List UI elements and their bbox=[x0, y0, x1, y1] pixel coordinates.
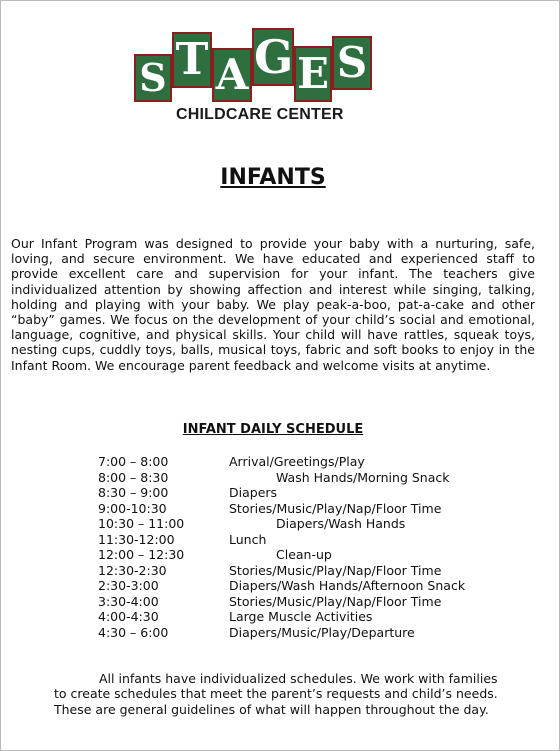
schedule-activity: Diapers/Wash Hands bbox=[276, 516, 406, 531]
schedule-row bbox=[98, 485, 538, 501]
schedule-row bbox=[98, 594, 538, 610]
logo-tile-1: S bbox=[134, 54, 172, 102]
schedule-activity: Large Muscle Activities bbox=[229, 609, 373, 624]
schedule-time: 8:30 – 9:00 bbox=[98, 485, 169, 500]
logo-tile-3: A bbox=[212, 48, 252, 102]
page-title: INFANTS bbox=[220, 165, 326, 190]
closing-line: These are general guidelines of what will happen throughout the day. bbox=[54, 701, 489, 717]
schedule-activity: Lunch bbox=[229, 531, 267, 547]
schedule-row bbox=[98, 470, 538, 486]
logo-tile-6: S bbox=[332, 36, 372, 90]
closing-paragraph bbox=[54, 671, 534, 717]
schedule-time: 7:00 – 8:00 bbox=[98, 454, 169, 469]
closing-line: to create schedules that meet the parent’s requests and child’s needs. bbox=[54, 686, 498, 702]
schedule-activity: Stories/Music/Play/Nap/Floor Time bbox=[229, 500, 442, 516]
schedule-title: INFANT DAILY SCHEDULE bbox=[182, 422, 364, 437]
schedule-row bbox=[98, 454, 538, 470]
schedule-time: 4:30 – 6:00 bbox=[98, 624, 169, 640]
schedule-row bbox=[98, 625, 538, 641]
schedule-row bbox=[98, 547, 538, 563]
schedule-row bbox=[98, 516, 538, 532]
schedule-activity: Clean-up bbox=[276, 547, 332, 562]
schedule-row bbox=[98, 501, 538, 517]
logo-letter-tiles bbox=[134, 26, 372, 106]
schedule-time: 8:00 – 8:30 bbox=[98, 469, 169, 485]
stages-logo bbox=[134, 26, 372, 130]
schedule-time: 2:30-3:00 bbox=[98, 578, 159, 593]
logo-tile-2: T bbox=[172, 32, 212, 88]
schedule-activity: Diapers/Music/Play/Departure bbox=[229, 624, 415, 640]
schedule-time: 11:30-12:00 bbox=[98, 531, 175, 547]
schedule-activity: Diapers bbox=[229, 485, 278, 500]
schedule-row bbox=[98, 609, 538, 625]
schedule-activity: Stories/Music/Play/Nap/Floor Time bbox=[229, 593, 442, 609]
schedule-list bbox=[98, 454, 538, 640]
schedule-activity: Diapers/Wash Hands/Afternoon Snack bbox=[229, 578, 466, 593]
logo-tile-4: G bbox=[254, 30, 294, 84]
schedule-time: 12:30-2:30 bbox=[98, 562, 167, 578]
schedule-row bbox=[98, 532, 538, 548]
logo-tile-5: E bbox=[294, 46, 332, 102]
intro-paragraph: Our Infant Program was designed to provide your baby with a nurturing, safe, loving, and secure environment. We have educated and experienced staff to provide excellent care and supervision for your infant. The teachers give individualized attention by showing affection and interest while singing, talking, holding and playing with your baby. We play peak-a-boo, pat-a-cake and other “baby” games. We focus on the development of your child’s social and emotional, language, cognitive, and physical skills. Your child will have rattles, squeak toys, nesting cups, cuddly toys, balls, musical toys, fabric and soft books to enjoy in the Infant Room. We encourage parent feedback and welcome visits at anytime. bbox=[11, 236, 535, 373]
closing-line: All infants have individualized schedules. We work with families bbox=[99, 671, 498, 686]
schedule-time: 4:00-4:30 bbox=[98, 609, 159, 624]
schedule-activity: Wash Hands/Morning Snack bbox=[276, 469, 450, 485]
logo-tagline: CHILDCARE CENTER bbox=[176, 106, 344, 123]
schedule-activity: Stories/Music/Play/Nap/Floor Time bbox=[229, 562, 442, 578]
schedule-row bbox=[98, 563, 538, 579]
schedule-activity: Arrival/Greetings/Play bbox=[229, 454, 365, 469]
schedule-time: 9:00-10:30 bbox=[98, 500, 167, 516]
schedule-time: 3:30-4:00 bbox=[98, 593, 159, 609]
schedule-time: 12:00 – 12:30 bbox=[98, 547, 185, 562]
schedule-row bbox=[98, 578, 538, 594]
schedule-time: 10:30 – 11:00 bbox=[98, 516, 185, 531]
